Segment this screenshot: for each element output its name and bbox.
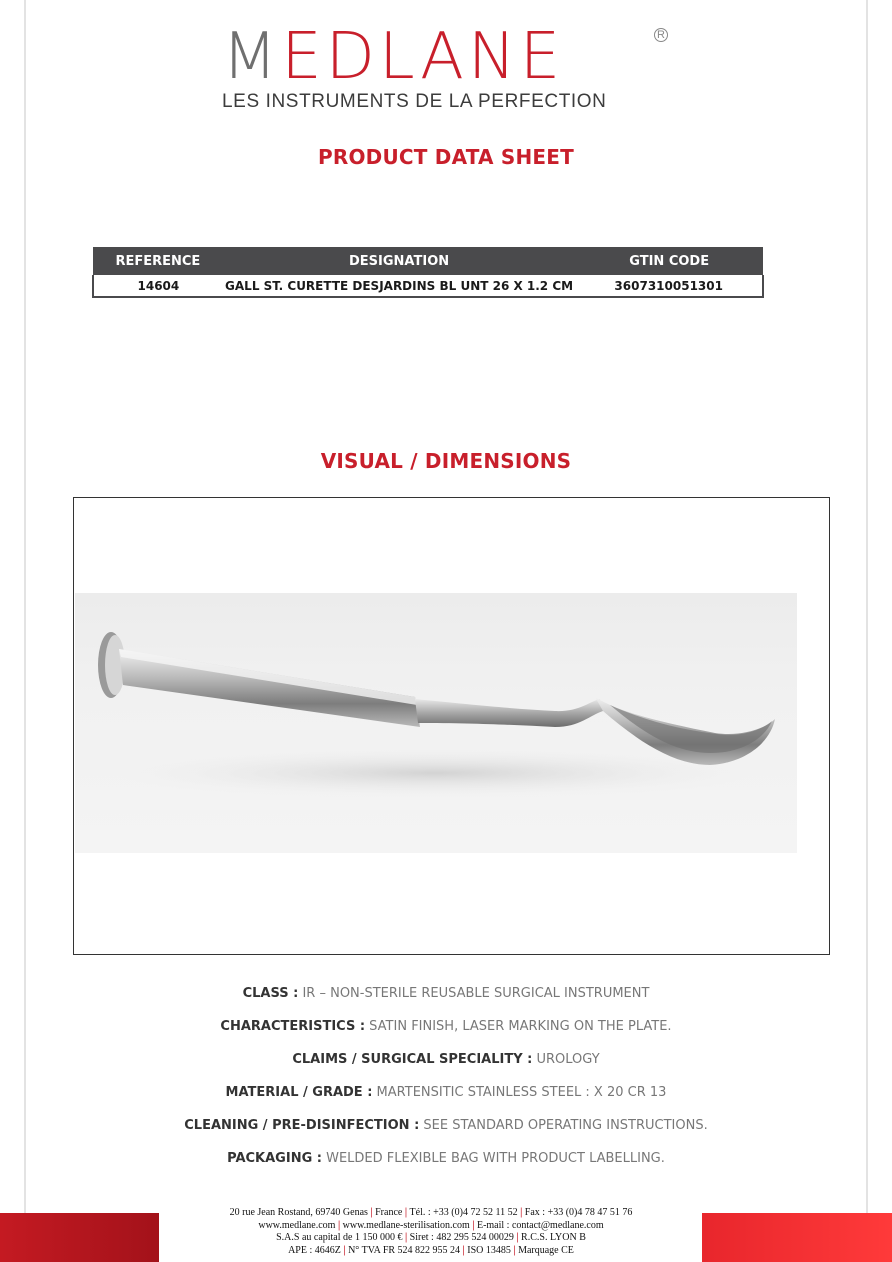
header-reference: REFERENCE bbox=[93, 247, 223, 275]
spec-cleaning bbox=[0, 1115, 892, 1148]
table-row bbox=[93, 275, 763, 297]
cell-gtin-code: 3607310051301 bbox=[575, 275, 763, 297]
spec-class bbox=[0, 983, 892, 1016]
spec-claims bbox=[0, 1049, 892, 1082]
footer-item: ISO 13485 bbox=[467, 1244, 511, 1256]
header-gtin-code: GTIN CODE bbox=[575, 247, 763, 275]
footer-item: S.A.S au capital de 1 150 000 € bbox=[276, 1232, 403, 1243]
spec-value: SATIN FINISH, LASER MARKING ON THE PLATE. bbox=[365, 1019, 672, 1034]
footer-separator: | bbox=[340, 1244, 349, 1256]
footer-line bbox=[160, 1245, 702, 1258]
spec-value: IR – NON-STERILE REUSABLE SURGICAL INSTRUMENT bbox=[298, 986, 650, 1001]
footer-item: APE : 4646Z bbox=[288, 1244, 341, 1256]
spec-packaging bbox=[0, 1148, 892, 1181]
footer-item: www.medlane.com bbox=[258, 1219, 336, 1231]
footer-separator: | bbox=[402, 1207, 410, 1218]
footer-bar-left bbox=[0, 1213, 159, 1262]
footer-address bbox=[160, 1207, 702, 1257]
visual-dimensions-title: VISUAL / DIMENSIONS bbox=[320, 449, 572, 473]
spec-characteristics bbox=[0, 1016, 892, 1049]
spec-label: CHARACTERISTICS : bbox=[220, 1019, 366, 1034]
logo-tagline: LES INSTRUMENTS DE LA PERFECTION bbox=[222, 91, 607, 112]
spec-label: PACKAGING : bbox=[227, 1151, 322, 1166]
product-data-sheet-title: PRODUCT DATA SHEET bbox=[318, 145, 574, 169]
cell-designation: GALL ST. CURETTE DESJARDINS BL UNT 26 X 1.2 CM bbox=[223, 275, 576, 297]
footer-separator: | bbox=[367, 1207, 376, 1218]
footer-item: France bbox=[375, 1207, 403, 1218]
spec-value: SEE STANDARD OPERATING INSTRUCTIONS. bbox=[419, 1118, 708, 1133]
footer-item: Tél. : +33 (0)4 72 52 11 52 bbox=[409, 1207, 518, 1218]
spec-label: MATERIAL / GRADE : bbox=[225, 1085, 373, 1100]
visual-frame bbox=[73, 497, 830, 955]
registered-mark-icon: R bbox=[654, 28, 668, 42]
spec-value: MARTENSITIC STAINLESS STEEL : X 20 CR 13 bbox=[372, 1085, 667, 1100]
footer-separator: | bbox=[510, 1244, 519, 1256]
footer-separator: | bbox=[517, 1207, 525, 1218]
footer-item: E-mail : contact@medlane.com bbox=[476, 1219, 604, 1231]
spec-material bbox=[0, 1082, 892, 1115]
spec-value: UROLOGY bbox=[532, 1052, 600, 1067]
footer-item: Fax : +33 (0)4 78 47 51 76 bbox=[524, 1207, 633, 1218]
footer-line bbox=[160, 1232, 702, 1245]
reference-table bbox=[92, 247, 764, 298]
footer-separator: | bbox=[513, 1232, 522, 1243]
footer-line bbox=[160, 1207, 702, 1220]
footer-item: Siret : 482 295 524 00029 bbox=[409, 1232, 514, 1243]
footer-item: www.medlane-sterilisation.com bbox=[342, 1219, 470, 1231]
spec-label: CLAIMS / SURGICAL SPECIALITY : bbox=[292, 1052, 533, 1067]
curette-illustration bbox=[75, 593, 797, 853]
footer-item: Marquage CE bbox=[518, 1244, 574, 1256]
spec-value: WELDED FLEXIBLE BAG WITH PRODUCT LABELLING. bbox=[321, 1151, 665, 1166]
footer-item: 20 rue Jean Rostand, 69740 Genas bbox=[229, 1207, 368, 1218]
header-designation: DESIGNATION bbox=[223, 247, 576, 275]
footer-line bbox=[160, 1220, 702, 1233]
table-header-row bbox=[93, 247, 763, 275]
footer-bar-right bbox=[702, 1213, 892, 1262]
footer-separator: | bbox=[460, 1244, 468, 1256]
footer-separator: | bbox=[402, 1232, 410, 1243]
specifications bbox=[0, 983, 892, 1181]
footer-separator: | bbox=[335, 1219, 343, 1231]
spec-label: CLEANING / PRE-DISINFECTION : bbox=[184, 1118, 420, 1133]
cell-reference: 14604 bbox=[93, 275, 223, 297]
product-photo bbox=[75, 593, 797, 853]
medlane-logo bbox=[222, 20, 665, 115]
footer-item: N° TVA FR 524 822 955 24 bbox=[348, 1244, 461, 1256]
logo-wordmark: MEDLANE bbox=[222, 20, 565, 94]
spec-label: CLASS : bbox=[242, 986, 299, 1001]
footer-separator: | bbox=[469, 1219, 477, 1231]
footer-item: R.C.S. LYON B bbox=[521, 1232, 586, 1243]
